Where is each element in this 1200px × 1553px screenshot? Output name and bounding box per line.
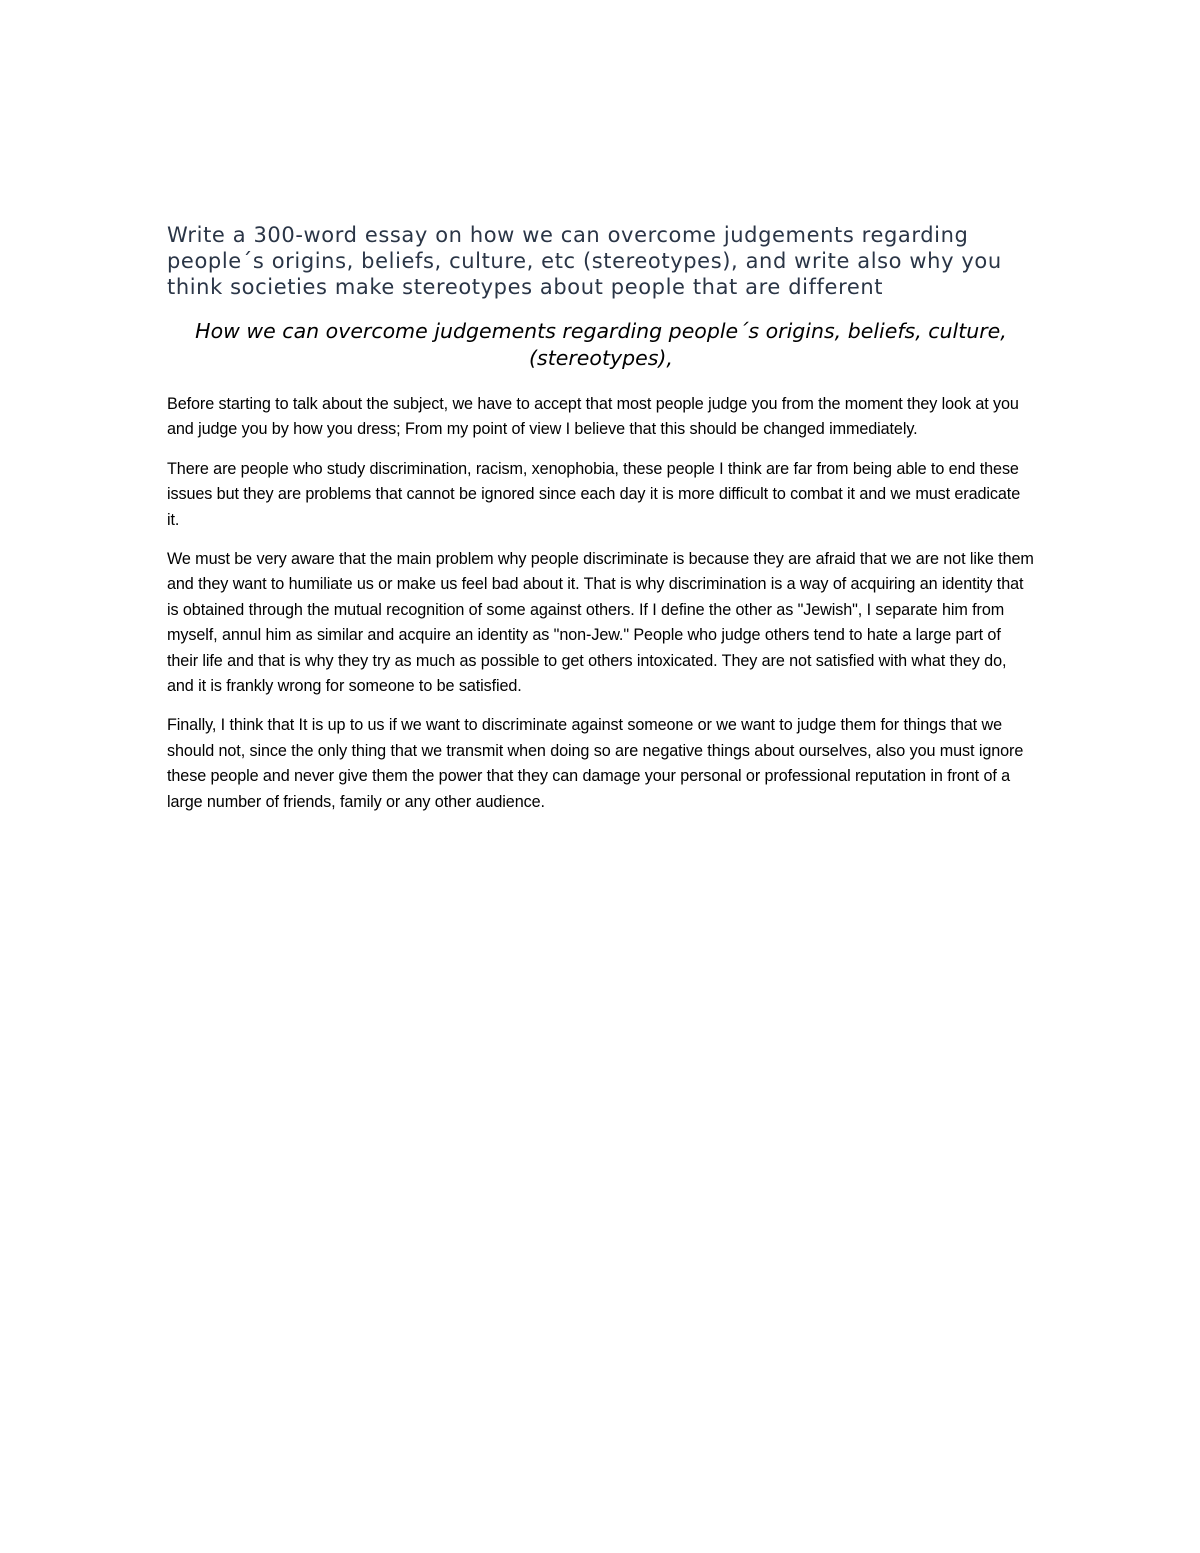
paragraph: Before starting to talk about the subject, we have to accept that most people judge you from the moment they look at you and judge you by how you dress; From my point of view I believe that this should be changed immediately. [167, 395, 1019, 439]
paragraph: There are people who study discrimination, racism, xenophobia, these people I think are far from being able to end these issues but they are problems that cannot be ignored since each day it is more difficult to combat it and we must eradicate it. [167, 459, 1021, 529]
document-body [167, 222, 1035, 829]
paragraph: We must be very aware that the main problem why people discriminate is because they are afraid that we are not like them and they want to humiliate us or make us feel bad about it. That is why discrimination is a way of acquiring an identity that is obtained through the mutual recognition of some against others. If I define the other as "Jewish", I separate him from myself, annul him as similar and acquire an identity as "non-Jew." People who judge others tend to hate a large part of their life and that is why they try as much as possible to get others intoxicated. They are not satisfied with what they do, and it is frankly wrong for someone to be satisfied. [167, 550, 1034, 696]
paragraph: Finally, I think that It is up to us if we want to discriminate against someone or we want to judge them for things that we should not, since the only thing that we transmit when doing so are negative things about ourselves, also you must ignore these people and never give them the power that they can damage your personal or professional reputation in front of a large number of friends, family or any other audience. [167, 716, 1024, 811]
essay-subtitle: How we can overcome judgements regarding people´s origins, beliefs, culture, (stereotypes), [195, 319, 1007, 370]
essay-prompt: Write a 300-word essay on how we can overcome judgements regarding people´s origins, beliefs, culture, etc (stereotypes), and write also why you think societies make stereotypes about people that are different [167, 223, 1002, 299]
